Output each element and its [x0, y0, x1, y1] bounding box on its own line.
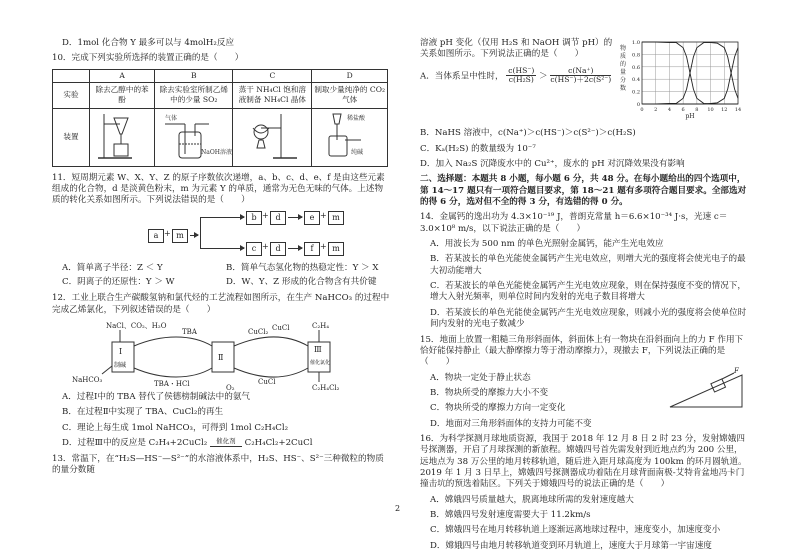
q10-row-label: 装置	[53, 108, 90, 166]
series-line-2	[642, 43, 738, 104]
plus-sign: +	[320, 241, 327, 251]
box2-label: Ⅱ	[218, 353, 224, 363]
gas-label: 气体	[164, 114, 177, 122]
arrow	[288, 248, 302, 249]
q13-a-prefix: A．当体系呈中性时，	[420, 71, 504, 82]
q10-row-label: 实验	[53, 82, 90, 108]
x-tick-label: 6	[681, 107, 685, 113]
q11-option-c: C．阴离子的还原性：Y ＞ W	[62, 277, 175, 288]
q10-apparatus-row	[53, 108, 388, 166]
q13-option-d: D．加入 Na₂S 沉降废水中的 Cu²⁺，废水的 pH 对沉降效果没有影响	[420, 159, 685, 170]
apparatus-c	[233, 108, 312, 166]
gas-washing-bottle-icon	[163, 110, 232, 162]
soda-ash-label: 纯碱	[350, 148, 363, 156]
apparatus-a	[90, 108, 155, 166]
node-a: a	[148, 229, 164, 243]
x-tick-label: 0	[640, 107, 644, 113]
q16-option-d: D．嫦娥四号由地月转移轨道变到环月轨道上，速度大于月球第一宇宙速度	[430, 540, 712, 551]
y-tick-label: 0.8	[632, 52, 640, 59]
frac2-num: c(Na⁺)	[550, 67, 611, 76]
q15-stem: 15．地面上放置一粗糙三角形斜面体，斜面体上有一物块在沿斜面向上的力 F 作用下恰好能保持静止（最大静摩擦力等于滑动摩擦力），现撤去 F，下列说法正确的是（ ）	[420, 334, 744, 368]
y-tick-label: 0.4	[632, 77, 640, 84]
q14-option-d: D．若某波长的单色光能使金属钙产生光电效应现象，则减小光的强度将会使单位时间内发射的光电子数减少	[430, 307, 747, 330]
x-tick-label: 8	[695, 107, 699, 113]
plus-sign: +	[320, 210, 327, 220]
arrow	[288, 217, 302, 218]
q13-text	[420, 38, 616, 128]
plus-sign: +	[164, 228, 171, 238]
x-axis-label: pH	[685, 113, 695, 120]
q12-option-a: A．过程Ⅰ中的 TBA 替代了侯德榜制碱法中的氨气	[62, 392, 251, 403]
right-column	[420, 38, 750, 556]
node-m: m	[172, 229, 188, 243]
arrow	[200, 248, 244, 249]
x-tick-label: 14	[734, 107, 742, 113]
q10-header-cell: C	[233, 69, 312, 82]
y-tick-label: 0.2	[632, 89, 640, 96]
node-d2: d	[270, 242, 286, 256]
box3-label: Ⅲ	[314, 345, 322, 355]
arrow	[190, 235, 198, 236]
q13-continuation: 溶液 pH 变化（仅用 H₂S 和 NaOH 调节 pH）的关系如图所示。下列说法正确的是（ ）	[420, 38, 613, 60]
q12-option-d	[52, 438, 390, 449]
q13-a-gt: ＞	[539, 71, 548, 82]
x-tick-label: 10	[707, 107, 714, 113]
naoh-label: NaOH溶液	[200, 148, 232, 156]
q13-block	[420, 38, 750, 128]
q16-option-c: C．嫦娥四号在地月转移轨道上逐渐远离地球过程中，速度变小，加速度变小	[430, 525, 721, 536]
catalyst-arrow	[210, 438, 242, 447]
q10-header-cell	[53, 69, 90, 82]
node-m3: m	[328, 242, 344, 256]
q13-option-a	[420, 67, 616, 85]
apparatus-b	[155, 108, 233, 166]
q15-option-b: B．物块所受的摩擦力大小不变	[430, 387, 549, 398]
q12-c2h4cl2: C₂H₄Cl₂	[312, 384, 340, 393]
y-axis-label-char: 数	[620, 85, 627, 92]
node-b: b	[246, 211, 262, 225]
q16-option-a: A．嫦娥四号质量越大，脱离地球所需的发射速度越大	[430, 494, 634, 505]
q12-d-suffix: C₂H₄Cl₂+2CuCl	[244, 438, 313, 449]
y-tick-label: 0	[636, 102, 640, 108]
page-number: 2	[395, 504, 401, 513]
force-label: F	[734, 366, 739, 375]
node-f: f	[304, 242, 320, 256]
gas-generator-icon	[317, 110, 383, 162]
q11-options-row1	[52, 263, 390, 274]
q12-tba-hcl: TBA・HCl	[154, 380, 190, 389]
q12-stem: 12．工业上联合生产碳酸氢钠和氯代烃的工艺流程如图所示，在生产 NaHCO₃ 的过程中完成乙烯氯化，下列叙述错误的是（ ）	[52, 293, 390, 315]
q10-header-cell: A	[90, 69, 155, 82]
q12-c2h4: C₂H₄	[312, 322, 330, 331]
q12-process-diagram	[72, 320, 372, 392]
q13-option-b: B．NaHS 溶液中，c(Na⁺)＞c(HS⁻)＞c(S²⁻)＞c(H₂S)	[420, 128, 636, 139]
evaporating-dish-icon	[243, 110, 301, 162]
q16-stem: 16．为科学探测月球地质资源，我国于 2018 年 12 月 8 日 2 时 23 分，发射嫦娥四号探测器，开启了月球探测的新旅程。嫦娥四号首先需发射到近地点约为 200 公里，远地点为 38 万公里的地月转移轨道，随后进入距月球高度为 100km 的环月圆轨道。2019 年 1 月 3 日早上，嫦娥四号探测器成功着陆在月球背面南极-艾特肯盆地冯卡门撞击坑的预选着陆区。下列关于嫦娥四号的说法正确的是（ ）	[420, 433, 747, 490]
y-axis-label-char: 的	[620, 61, 627, 68]
dilute-hcl-label: 稀盐酸	[346, 114, 365, 122]
y-axis-label-char: 物	[620, 45, 627, 52]
q15-option-a: A．物块一定处于静止状态	[430, 372, 531, 383]
q15-option-d: D．地面对三角形斜面体的支持力可能不变	[430, 418, 592, 429]
catalyst-label: 催化剂	[216, 437, 236, 446]
q12-d-prefix: D．过程Ⅲ中的反应是 C₂H₄+2CuCl₂	[62, 438, 208, 449]
left-column	[52, 38, 390, 480]
q10-stem: 10．完成下列实验所选择的装置正确的是（ ）	[52, 53, 244, 64]
q10-header-row	[53, 69, 388, 82]
q11-option-d: D．W、Y、Z 形成的化合物含有共价键	[226, 277, 377, 288]
node-c: c	[246, 242, 262, 256]
q15-option-c: C．物块所受的摩擦力方向一定变化	[430, 403, 566, 414]
separating-funnel-icon	[92, 110, 152, 162]
plus-sign: +	[262, 210, 269, 220]
q12-tba-top: TBA	[182, 328, 197, 337]
q12-cucl-right: CuCl	[272, 324, 290, 333]
y-axis-label-char: 分	[620, 77, 627, 84]
q12-option-c: C．理论上每生成 1mol NaHCO₃，可得到 1mol C₂H₄Cl₂	[62, 422, 289, 433]
fraction-1	[506, 67, 536, 85]
y-axis-label-char: 量	[620, 69, 627, 76]
section-2-heading: 二、选择题：本题共 8 小题，每小题 6 分，共 48 分。在每小题给出的四个选项中，第 14～17 题只有一项符合题目要求，第 18～21 题有多项符合题目要求。全部选对的得 6 分，选对但不全的得 3 分，有选错的得 0 分。	[420, 174, 747, 208]
q10-header-cell: B	[155, 69, 233, 82]
q12-cucl-bottom: CuCl	[258, 378, 276, 387]
y-axis-label-char: 质	[620, 53, 627, 60]
arrow	[200, 217, 244, 218]
frac2-den: c(HS⁻)＋2c(S²⁻)	[550, 75, 612, 85]
q13-stem: 13．常温下，在“H₂S—HS⁻—S²⁻”的水溶液体系中，H₂S、HS⁻、S²⁻三种微粒的物质的量分数随	[52, 453, 384, 475]
box1-sub: 制碱	[114, 362, 127, 370]
branch-line	[200, 217, 201, 249]
q11-options-row2	[52, 277, 390, 288]
q15-block	[420, 366, 750, 430]
q11-option-b: B．简单气态氢化物的热稳定性：Y ＞ X	[226, 262, 379, 273]
q10-table	[52, 69, 388, 167]
x-tick-label: 12	[721, 107, 728, 113]
box3-sub: 催化氯化	[310, 360, 331, 367]
q9-option-d: D．1mol 化合物 Y 最多可以与 4molH₂反应	[62, 38, 235, 48]
fraction-2	[550, 67, 611, 85]
x-tick-label: 2	[654, 107, 658, 113]
q13-chart-wrap	[616, 38, 746, 128]
q16-option-b: B．嫦娥四号发射速度需要大于 11.2km/s	[430, 509, 591, 520]
q14-option-a: A．用波长为 500 nm 的单色光照射金属钙，能产生光电效应	[430, 239, 664, 250]
node-m2: m	[328, 211, 344, 225]
series-line-3	[642, 48, 738, 104]
q10-header-cell: D	[312, 69, 388, 82]
q12-nahco3: NaHCO₃	[72, 376, 103, 385]
q13-option-c: C．Kₐ(H₂S) 的数量级为 10⁻⁷	[420, 143, 536, 154]
apparatus-d	[312, 108, 388, 166]
q12-inputs-label: NaCl、CO₂、H₂O	[106, 322, 167, 331]
frac1-den: c(H₂S)	[508, 75, 534, 85]
q10-cell: 除去乙醇中的苯酚	[90, 82, 155, 108]
q10-cell: 除去实验室所制乙烯中的少量 SO₂	[155, 82, 233, 108]
y-tick-label: 1.0	[632, 40, 640, 46]
reaction-arrow	[210, 446, 242, 447]
q14-stem: 14．金属钙的逸出功为 4.3×10⁻¹⁹ J，普朗克常量 h＝6.6×10⁻³⁴ J·s，光速 c＝3.0×10⁸ m/s，以下说法正确的是（ ）	[420, 212, 728, 234]
incline-block-icon	[666, 367, 746, 411]
q12-option-b: B．在过程Ⅱ中实现了 TBA、CuCl₂的再生	[62, 407, 224, 418]
plus-sign: +	[262, 241, 269, 251]
x-tick-label: 4	[667, 107, 672, 113]
q12-o2: O₂	[226, 384, 235, 393]
frac1-num: c(HS⁻)	[508, 65, 535, 75]
q11-option-a: A．简单离子半径：Z ＜ Y	[62, 262, 163, 273]
q12-cucl2-top: CuCl₂	[248, 328, 269, 337]
node-d: d	[270, 211, 286, 225]
q10-cell: 蒸干 NH₄Cl 饱和溶液制备 NH₄Cl 晶体	[233, 82, 312, 108]
q10-cell: 制取少量纯净的 CO₂ 气体	[312, 82, 388, 108]
q14-option-b: B．若某波长的单色光能使金属钙产生光电效应，则增大光的强度将会使光电子的最大初动能增大	[430, 254, 746, 276]
node-e: e	[304, 211, 320, 225]
box1-label: Ⅰ	[119, 347, 123, 357]
q14-option-c: C．若某波长的单色光能使金属钙产生光电效应现象，则在保持强度不变的情况下，增大入射光频率，则单位时间内发射的光电子数目将增大	[430, 281, 746, 303]
q11-conversion-diagram	[52, 211, 390, 259]
y-tick-label: 0.6	[632, 64, 640, 71]
q11-stem: 11．短周期元素 W、X、Y、Z 的原子序数依次递增，a、b、c、d、e、f 是由这些元素组成的化合物，d 是淡黄色粉末，m 为元素 Y 的单质，通常为无色无味的气体。上述物质的转化关系如图所示。下列说法错误的是（ ）	[52, 172, 385, 206]
q13-distribution-chart	[616, 38, 746, 124]
q10-experiment-row	[53, 82, 388, 108]
